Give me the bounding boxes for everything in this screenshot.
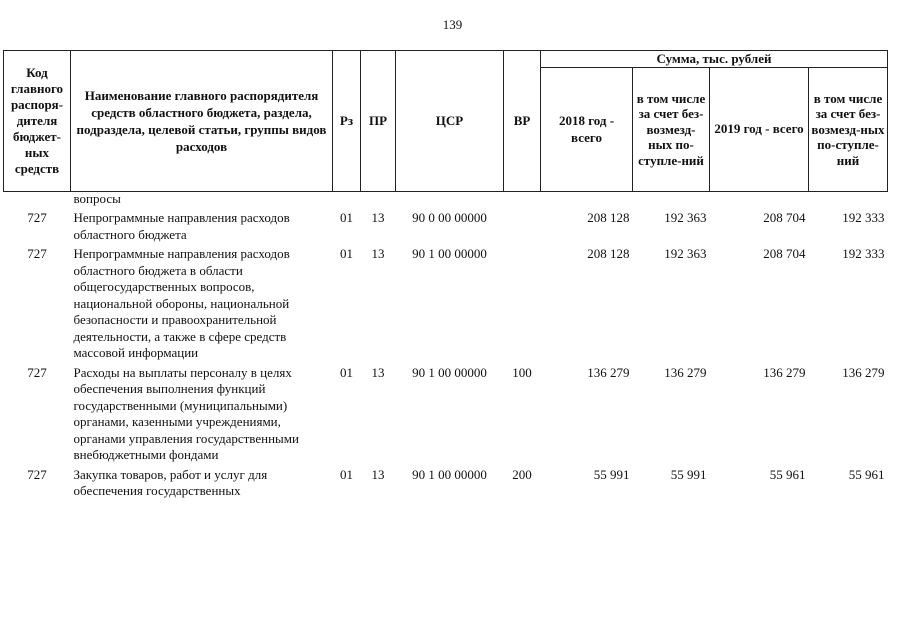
cell-free-2018: 136 279 (664, 364, 707, 380)
header-pr: ПР (361, 51, 396, 192)
cell-name: Непрограммные направления расходов областного бюджета (73, 210, 290, 242)
cell-vr: 100 (512, 364, 532, 380)
header-2018-free: в том числе за счет без-возмезд-ных по-ступле-ний (633, 68, 710, 192)
cell-free-2018: 192 363 (664, 246, 707, 261)
table-header (4, 51, 888, 192)
cell-code: 727 (27, 466, 47, 482)
cell-free-2019: 192 333 (842, 210, 885, 225)
cell-csr: 90 0 00 00000 (412, 210, 487, 225)
cell-code: 727 (27, 210, 47, 225)
header-sum-group: Сумма, тыс. рублей (541, 51, 888, 68)
cell-rz: 01 (340, 210, 353, 225)
cell-code: 727 (27, 246, 47, 261)
table-row (4, 464, 888, 500)
header-2019-total: 2019 год - всего (710, 68, 809, 192)
cell-name: Расходы на выплаты персоналу в целях обеспечения выполнения функций государственными (муниципальными) органами, казенными учреждениями, органами управления государственными внебюджетными фондами (73, 364, 299, 462)
cell-free-2019: 55 961 (848, 466, 885, 482)
cell-vr: 200 (512, 466, 532, 482)
cell-total-2019: 55 961 (769, 466, 806, 482)
cell-csr: 90 1 00 00000 (412, 364, 487, 380)
cell-pr: 13 (371, 210, 385, 225)
cell-vr (504, 206, 541, 243)
cell-name: Закупка товаров, работ и услуг для обеспечения государственных (73, 466, 268, 498)
table-row (4, 362, 888, 464)
page-number: 139 (442, 17, 463, 32)
cell-total-2019: 208 704 (763, 210, 806, 225)
continuation-text: вопросы (73, 191, 121, 206)
cell-pr: 13 (371, 246, 385, 261)
table-body (4, 192, 888, 500)
cell-free-2018: 55 991 (670, 466, 707, 482)
cell-pr: 13 (371, 364, 385, 380)
header-code: Код главного распоря-дителя бюджет-ных средств (4, 51, 71, 192)
cell-total-2018: 55 991 (593, 466, 630, 482)
table-row (4, 206, 888, 243)
cell-total-2018: 208 128 (587, 246, 630, 261)
cell-vr (504, 243, 541, 362)
header-2019-free: в том числе за счет без-возмезд-ных по-ступле-ний (809, 68, 888, 192)
cell-pr: 13 (371, 466, 385, 482)
cell-name: Непрограммные направления расходов областного бюджета в области общегосударственных вопросов, национальной обороны, национальной безопасности и правоохранительной деятельности, а также в сфере средств массовой информации (73, 246, 290, 360)
header-csr: ЦСР (396, 51, 504, 192)
cell-free-2018: 192 363 (664, 210, 707, 225)
budget-table (3, 50, 888, 500)
cell-total-2018: 208 128 (587, 210, 630, 225)
table-row (4, 243, 888, 362)
cell-free-2019: 136 279 (842, 364, 885, 380)
cell-code: 727 (27, 364, 47, 380)
cell-total-2018: 136 279 (587, 364, 630, 380)
cell-csr: 90 1 00 00000 (412, 466, 487, 482)
header-name: Наименование главного распорядителя средств областного бюджета, раздела, подраздела, целевой статьи, группы видов расходов (71, 51, 333, 192)
header-vr: ВР (504, 51, 541, 192)
cell-csr: 90 1 00 00000 (412, 246, 487, 261)
cell-rz: 01 (340, 466, 353, 482)
cell-free-2019: 192 333 (842, 246, 885, 261)
cell-rz: 01 (340, 246, 353, 261)
table-row-continuation (4, 192, 888, 207)
cell-total-2019: 136 279 (763, 364, 806, 380)
cell-total-2019: 208 704 (763, 246, 806, 261)
header-rz: Рз (333, 51, 361, 192)
cell-rz: 01 (340, 364, 353, 380)
header-2018-total: 2018 год - всего (541, 68, 633, 192)
